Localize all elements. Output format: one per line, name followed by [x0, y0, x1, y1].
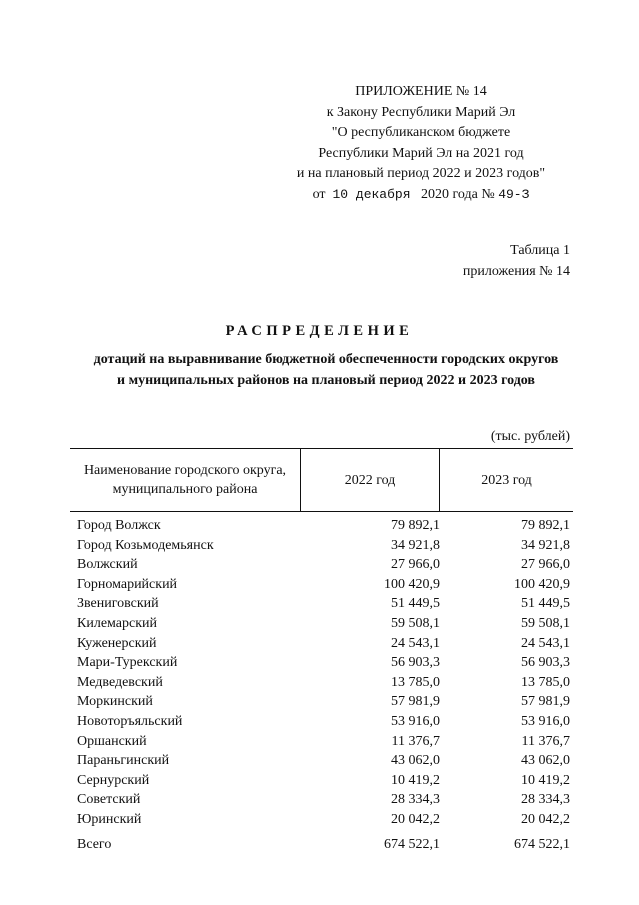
law-date-line: [271, 185, 571, 206]
district-name: Сернурский: [77, 772, 150, 788]
district-name: Параньгинский: [77, 753, 170, 769]
date-prefix: от: [312, 186, 326, 202]
table-row: [72, 712, 573, 732]
value-2022: 24 543,1: [391, 635, 440, 651]
value-2023: 59 508,1: [521, 615, 570, 631]
value-2022: 51 449,5: [391, 596, 440, 612]
table-row: [72, 575, 573, 595]
value-2022: 57 981,9: [391, 694, 440, 710]
table-body: [72, 516, 573, 854]
table-row: [72, 771, 573, 791]
district-name: Звениговский: [77, 596, 159, 612]
table-row: [72, 692, 573, 712]
value-2022: 34 921,8: [391, 537, 440, 553]
district-name: Горномарийский: [77, 576, 178, 592]
table-row: [72, 614, 573, 634]
table-appendix: приложения № 14: [462, 264, 570, 279]
total-row: [72, 835, 573, 855]
value-2023: 51 449,5: [521, 596, 570, 612]
document-title: РАСПРЕДЕЛЕНИЕ: [225, 323, 414, 339]
district-name: Новоторъяльский: [77, 713, 183, 729]
value-2023: 53 916,0: [521, 713, 570, 729]
value-2023: 13 785,0: [521, 674, 570, 690]
table-row: [72, 810, 573, 830]
table-row: [72, 634, 573, 654]
district-name: Город Волжск: [77, 518, 161, 533]
law-title-line-2: Республики Марий Эл на 2021 год: [318, 145, 524, 161]
value-2022: 27 966,0: [391, 557, 440, 573]
law-title-line-1: "О республиканском бюджете: [331, 125, 511, 140]
value-2022: 28 334,3: [391, 792, 440, 808]
subtitle-line-1: дотаций на выравнивание бюджетной обеспеченности городских округов: [93, 352, 559, 367]
date-year: 2020 года №: [421, 186, 495, 202]
table-row: [72, 555, 573, 575]
document-header: [271, 82, 571, 205]
table-row: [72, 751, 573, 771]
district-name: Куженерский: [77, 635, 157, 651]
value-2023: 10 419,2: [521, 772, 570, 788]
table-reference: [463, 240, 570, 282]
district-name: Волжский: [77, 557, 138, 573]
value-2023: 11 376,7: [521, 733, 570, 749]
value-2023: 24 543,1: [521, 635, 570, 651]
district-name: Мари-Турекский: [77, 655, 178, 671]
value-2022: 56 903,3: [391, 655, 440, 671]
total-2023: 674 522,1: [514, 836, 570, 852]
table-number: Таблица 1: [510, 243, 570, 258]
value-2022: 10 419,2: [391, 772, 440, 788]
district-name: Моркинский: [77, 694, 153, 710]
value-2022: 43 062,0: [391, 753, 440, 769]
table-header: [70, 448, 573, 512]
law-reference: к Закону Республики Марий Эл: [326, 104, 516, 120]
appendix-number: ПРИЛОЖЕНИЕ № 14: [355, 84, 487, 99]
column-header-2023: 2023 год: [440, 449, 574, 512]
value-2023: 56 903,3: [521, 655, 570, 671]
value-2023: 28 334,3: [521, 792, 570, 808]
table-row: [72, 516, 573, 536]
table-row: [72, 790, 573, 810]
district-name: Килемарский: [77, 615, 158, 631]
value-2023: 100 420,9: [514, 576, 570, 592]
value-2023: 34 921,8: [521, 537, 570, 553]
table-row: [72, 673, 573, 693]
units-label: (тыс. рублей): [490, 429, 570, 444]
value-2023: 43 062,0: [521, 753, 570, 769]
value-2022: 53 916,0: [391, 713, 440, 729]
district-name: Оршанский: [77, 733, 147, 749]
value-2023: 20 042,2: [521, 811, 570, 827]
date-day: 10 декабря: [332, 186, 411, 202]
value-2022: 59 508,1: [391, 615, 440, 631]
value-2023: 79 892,1: [521, 518, 570, 533]
table-row: [72, 653, 573, 673]
district-name: Город Козьмодемьянск: [77, 537, 214, 553]
subtitle-line-2: и муниципальных районов на плановый период 2022 и 2023 годов: [117, 373, 535, 388]
document-subtitle: [60, 349, 592, 391]
law-number: 49-З: [498, 186, 530, 202]
total-label: Всего: [77, 836, 112, 852]
table-row: [72, 536, 573, 556]
total-2022: 674 522,1: [384, 836, 440, 852]
law-title-line-3: и на плановый период 2022 и 2023 годов": [296, 166, 546, 181]
table-row: [72, 732, 573, 752]
value-2022: 13 785,0: [391, 674, 440, 690]
table-row: [72, 594, 573, 614]
value-2022: 20 042,2: [391, 811, 440, 827]
value-2022: 11 376,7: [391, 733, 440, 749]
value-2022: 79 892,1: [391, 518, 440, 533]
column-header-2022: 2022 год: [301, 449, 440, 512]
value-2022: 100 420,9: [384, 576, 440, 592]
district-name: Советский: [77, 792, 141, 808]
column-header-name: Наименование городского округа, муниципального района: [70, 449, 301, 512]
district-name: Медведевский: [77, 674, 163, 690]
value-2023: 57 981,9: [521, 694, 570, 710]
value-2023: 27 966,0: [521, 557, 570, 573]
district-name: Юринский: [77, 811, 142, 827]
